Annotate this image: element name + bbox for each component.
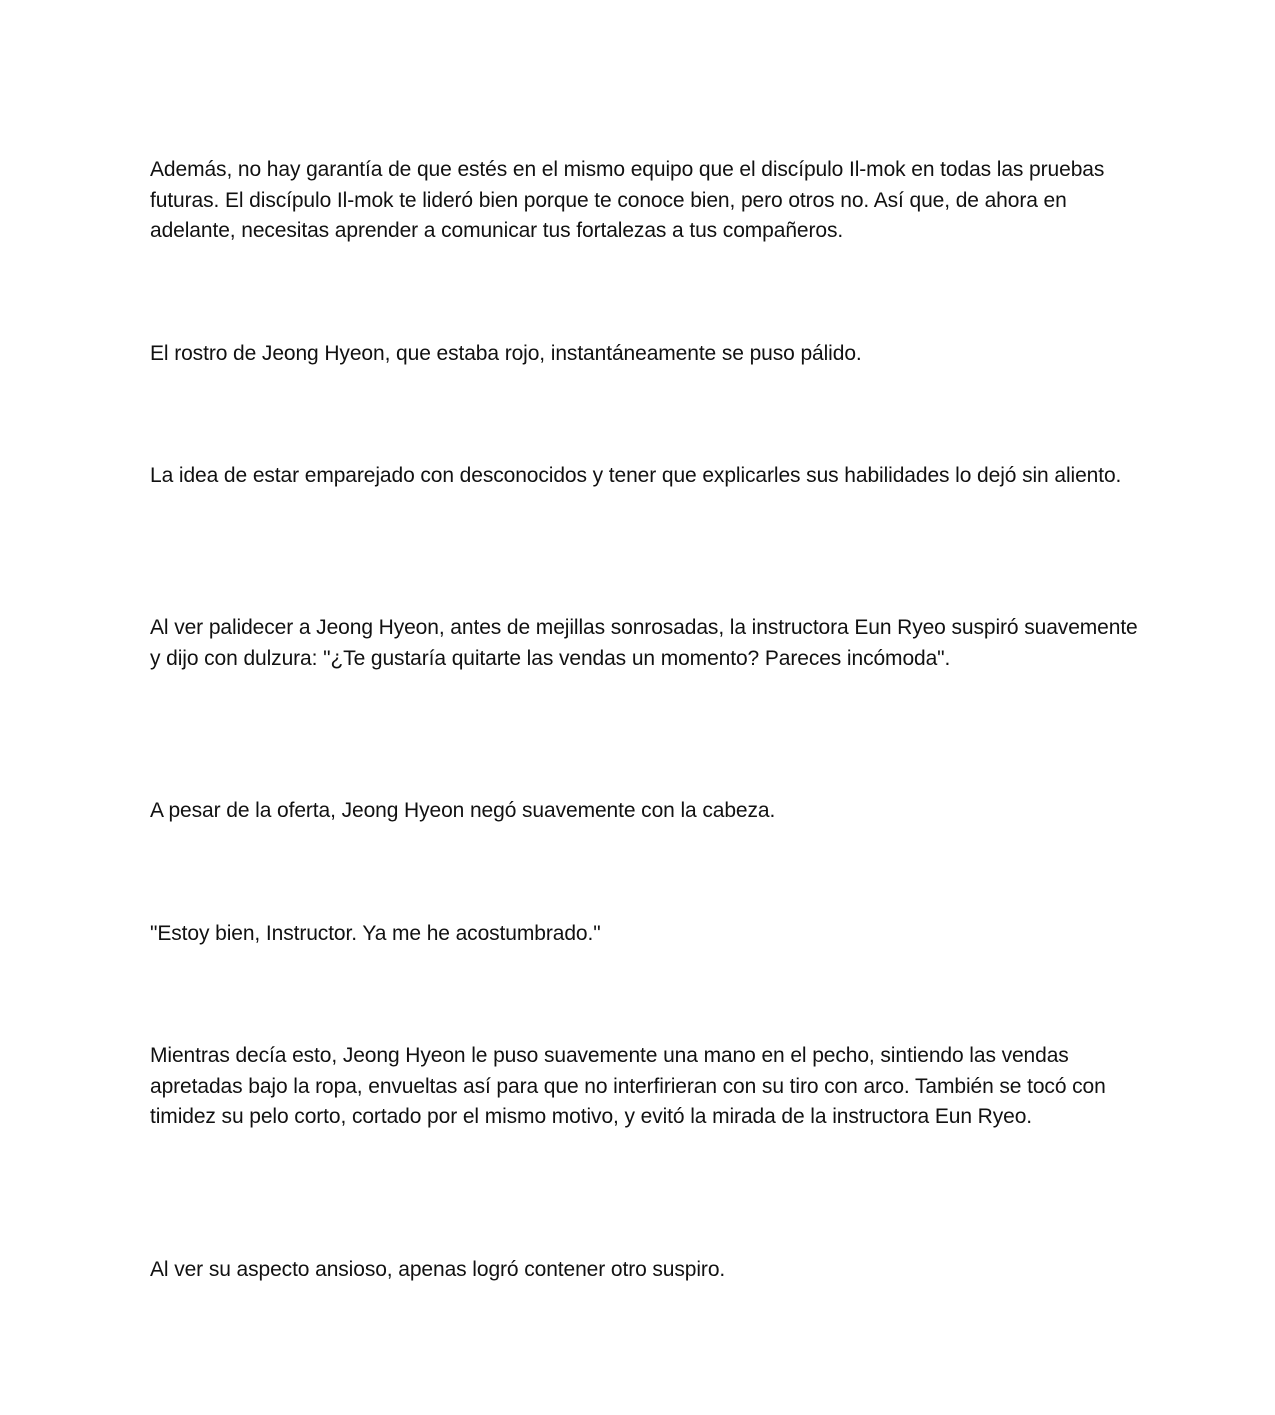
paragraph-1: Además, no hay garantía de que estés en el mismo equipo que el discípulo Il-mok en todas las pruebas futuras. El discípulo Il-mok te lideró bien porque te conoce bien, pero otros no. Así que, de ahora en adelante, necesitas aprender a comunicar tus fortalezas a tus compañeros.: [150, 158, 1105, 242]
paragraph-5: A pesar de la oferta, Jeong Hyeon negó suavemente con la cabeza.: [150, 799, 776, 822]
paragraph-8: Al ver su aspecto ansioso, apenas logró contener otro suspiro.: [150, 1258, 726, 1281]
paragraph-6: "Estoy bien, Instructor. Ya me he acostumbrado.": [150, 922, 601, 945]
paragraph-7: Mientras decía esto, Jeong Hyeon le puso suavemente una mano en el pecho, sintiendo las vendas apretadas bajo la ropa, envueltas así para que no interfirieran con su tiro con arco. También se tocó con timidez su pelo corto, cortado por el mismo motivo, y evitó la mirada de la instructora Eun Ryeo.: [150, 1044, 1106, 1128]
paragraph-4: Al ver palidecer a Jeong Hyeon, antes de mejillas sonrosadas, la instructora Eun Ryeo suspiró suavemente y dijo con dulzura: "¿Te gustaría quitarte las vendas un momento? Pareces incómoda".: [150, 616, 1138, 670]
paragraph-3: La idea de estar emparejado con desconocidos y tener que explicarles sus habilidades lo dejó sin aliento.: [150, 464, 1122, 487]
paragraph-2: El rostro de Jeong Hyeon, que estaba rojo, instantáneamente se puso pálido.: [150, 342, 862, 365]
